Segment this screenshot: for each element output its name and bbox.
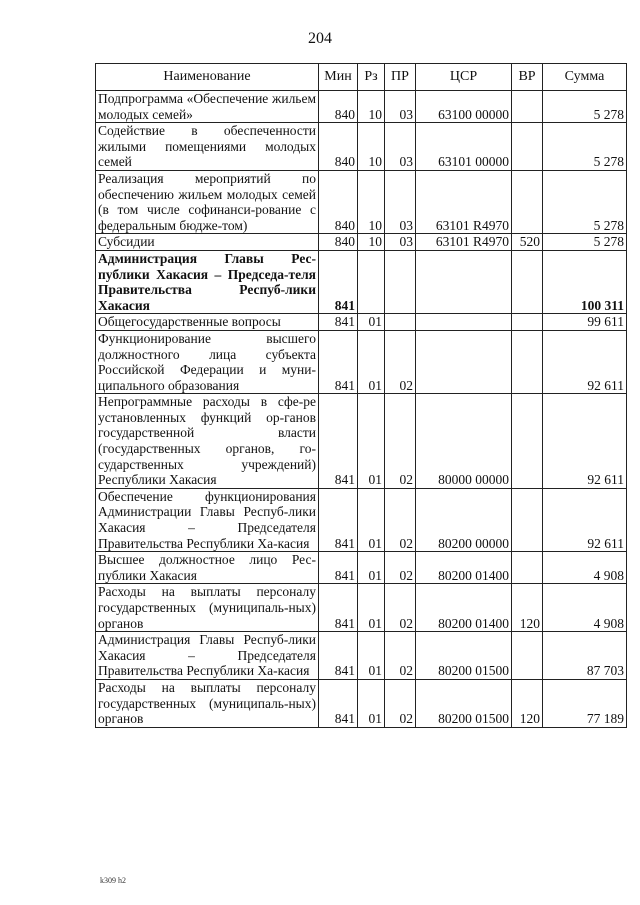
cell-sum: 92 611 [543, 330, 627, 393]
cell-vr [512, 250, 543, 313]
cell-min: 840 [319, 123, 358, 171]
header-sum: Сумма [543, 64, 627, 91]
cell-name: Непрограммные расходы в сфе-ре установленных функций ор-ганов государственной власти (государственных органов, го-сударственных учреждений) Республики Хакасия [96, 394, 319, 489]
table-header-row [96, 64, 627, 91]
table-row [96, 91, 627, 123]
cell-name: Содействие в обеспеченности жилыми помещениями молодых семей [96, 123, 319, 171]
cell-pr: 02 [385, 394, 416, 489]
footer-code: k309 h2 [100, 876, 126, 885]
cell-sum: 77 189 [543, 679, 627, 727]
table-row [96, 234, 627, 251]
cell-name: Обеспечение функционирования Администрации Главы Респуб-лики Хакасия – Председателя Правительства Республики Ха-касия [96, 488, 319, 551]
cell-rz: 01 [358, 584, 385, 632]
table-row [96, 552, 627, 584]
header-pr: ПР [385, 64, 416, 91]
cell-sum: 5 278 [543, 91, 627, 123]
cell-rz [358, 250, 385, 313]
cell-pr: 02 [385, 330, 416, 393]
cell-sum: 92 611 [543, 488, 627, 551]
cell-rz: 01 [358, 394, 385, 489]
cell-pr: 02 [385, 679, 416, 727]
cell-rz: 01 [358, 679, 385, 727]
table-row [96, 123, 627, 171]
cell-name: Администрация Главы Рес-публики Хакасия – Председа-теля Правительства Респуб-лики Хакасия [96, 250, 319, 313]
cell-name: Расходы на выплаты персоналу государственных (муниципаль-ных) органов [96, 679, 319, 727]
cell-name: Реализация мероприятий по обеспечению жильем молодых семей (в том числе софинанси-рование с федеральным бюдже-том) [96, 170, 319, 233]
table-row [96, 679, 627, 727]
cell-min: 841 [319, 314, 358, 331]
cell-min: 840 [319, 91, 358, 123]
cell-vr [512, 488, 543, 551]
budget-table [95, 63, 627, 728]
cell-name: Высшее должностное лицо Рес-публики Хакасия [96, 552, 319, 584]
cell-sum: 4 908 [543, 552, 627, 584]
cell-min: 841 [319, 394, 358, 489]
cell-name: Администрация Главы Респуб-лики Хакасия – Председателя Правительства Республики Ха-касия [96, 632, 319, 680]
cell-name: Общегосударственные вопросы [96, 314, 319, 331]
table-row [96, 488, 627, 551]
header-min: Мин [319, 64, 358, 91]
cell-vr [512, 394, 543, 489]
cell-vr [512, 91, 543, 123]
cell-min: 841 [319, 679, 358, 727]
cell-rz: 01 [358, 552, 385, 584]
cell-pr: 02 [385, 552, 416, 584]
cell-vr [512, 632, 543, 680]
cell-vr [512, 123, 543, 171]
cell-pr: 03 [385, 234, 416, 251]
cell-pr [385, 314, 416, 331]
cell-csr: 80000 00000 [416, 394, 512, 489]
cell-min: 840 [319, 170, 358, 233]
cell-pr: 02 [385, 584, 416, 632]
cell-name: Расходы на выплаты персоналу государственных (муниципаль-ных) органов [96, 584, 319, 632]
cell-sum: 87 703 [543, 632, 627, 680]
cell-csr: 63101 00000 [416, 123, 512, 171]
cell-min: 841 [319, 632, 358, 680]
cell-rz: 10 [358, 91, 385, 123]
cell-vr: 120 [512, 584, 543, 632]
cell-csr: 63101 R4970 [416, 234, 512, 251]
header-name: Наименование [96, 64, 319, 91]
cell-min: 841 [319, 584, 358, 632]
table-row [96, 330, 627, 393]
cell-vr: 120 [512, 679, 543, 727]
cell-pr: 02 [385, 488, 416, 551]
cell-name: Функционирование высшего должностного лица субъекта Российской Федерации и муни-ципального образования [96, 330, 319, 393]
cell-csr: 80200 01500 [416, 632, 512, 680]
cell-sum: 100 311 [543, 250, 627, 313]
cell-csr: 80200 00000 [416, 488, 512, 551]
cell-min: 841 [319, 488, 358, 551]
cell-min: 841 [319, 330, 358, 393]
cell-sum: 4 908 [543, 584, 627, 632]
cell-pr: 03 [385, 123, 416, 171]
page-number: 204 [308, 30, 332, 47]
cell-rz: 10 [358, 170, 385, 233]
table-row [96, 394, 627, 489]
table-row [96, 250, 627, 313]
cell-sum: 5 278 [543, 123, 627, 171]
header-rz: Рз [358, 64, 385, 91]
cell-csr [416, 330, 512, 393]
cell-vr: 520 [512, 234, 543, 251]
cell-sum: 5 278 [543, 234, 627, 251]
cell-rz: 10 [358, 234, 385, 251]
cell-sum: 5 278 [543, 170, 627, 233]
table-row [96, 314, 627, 331]
cell-vr [512, 552, 543, 584]
cell-csr: 80200 01400 [416, 584, 512, 632]
cell-pr: 03 [385, 170, 416, 233]
cell-csr: 63101 R4970 [416, 170, 512, 233]
cell-vr [512, 170, 543, 233]
cell-csr [416, 314, 512, 331]
table-row [96, 584, 627, 632]
cell-sum: 99 611 [543, 314, 627, 331]
cell-vr [512, 314, 543, 331]
cell-csr: 63100 00000 [416, 91, 512, 123]
cell-sum: 92 611 [543, 394, 627, 489]
cell-pr [385, 250, 416, 313]
cell-pr: 02 [385, 632, 416, 680]
cell-rz: 10 [358, 123, 385, 171]
table-body [96, 91, 627, 728]
cell-rz: 01 [358, 314, 385, 331]
cell-min: 840 [319, 234, 358, 251]
header-vr: ВР [512, 64, 543, 91]
cell-name: Субсидии [96, 234, 319, 251]
cell-rz: 01 [358, 488, 385, 551]
cell-csr: 80200 01500 [416, 679, 512, 727]
cell-rz: 01 [358, 330, 385, 393]
cell-min: 841 [319, 250, 358, 313]
cell-vr [512, 330, 543, 393]
cell-csr [416, 250, 512, 313]
cell-min: 841 [319, 552, 358, 584]
cell-csr: 80200 01400 [416, 552, 512, 584]
table-row [96, 170, 627, 233]
cell-rz: 01 [358, 632, 385, 680]
cell-pr: 03 [385, 91, 416, 123]
table-row [96, 632, 627, 680]
header-csr: ЦСР [416, 64, 512, 91]
cell-name: Подпрограмма «Обеспечение жильем молодых семей» [96, 91, 319, 123]
